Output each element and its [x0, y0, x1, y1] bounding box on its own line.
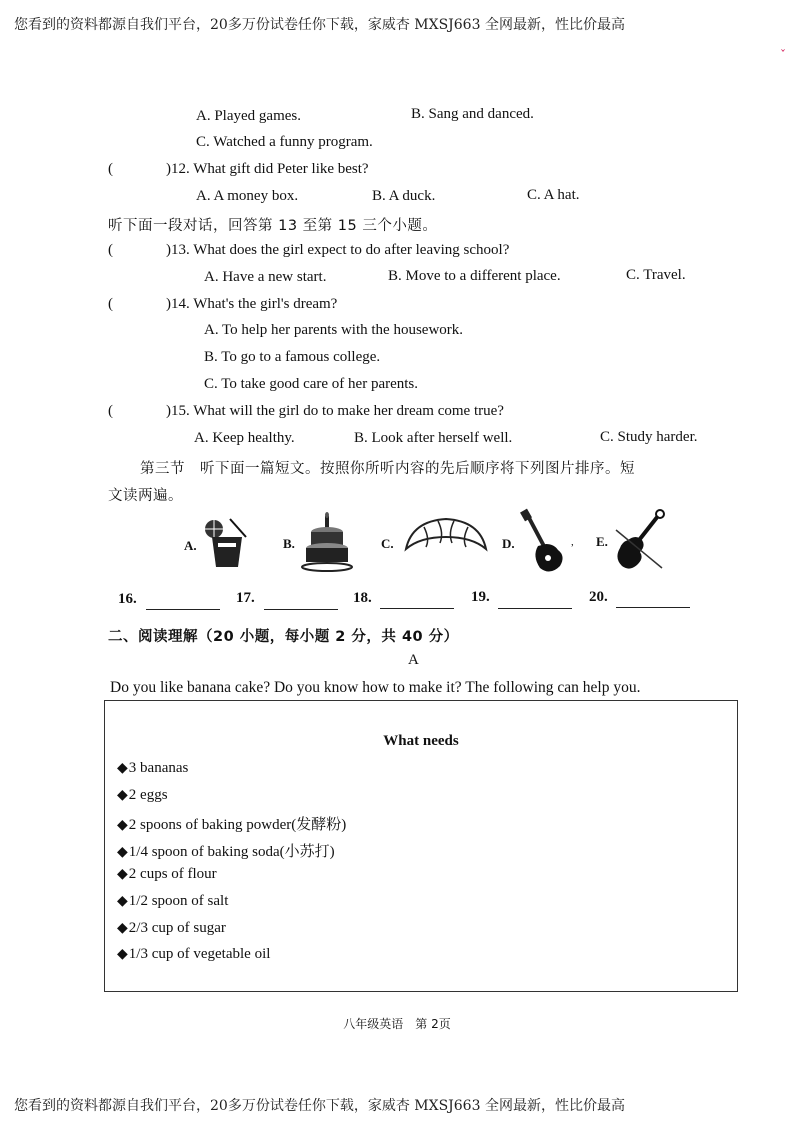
q12-option-a: A. A money box.	[196, 188, 299, 204]
ingredient-item	[117, 840, 335, 861]
ingredient-text: 1/3 cup of vegetable oil	[128, 946, 271, 962]
ingredient-text: 2 spoons of baking powder(发酵粉)	[128, 817, 347, 833]
passage-intro: Do you like banana cake? Do you know how to make it? The following can help you.	[110, 679, 641, 696]
q14-question: )14. What's the girl's dream?	[166, 296, 338, 312]
ingredient-item	[117, 760, 188, 777]
ingredient-item	[117, 787, 168, 804]
q12-option-c: C. A hat.	[527, 187, 580, 203]
q11-option-a: A. Played games.	[196, 108, 301, 124]
q13-option-c: C. Travel.	[626, 267, 686, 283]
blank-label-17: 17.	[236, 590, 255, 606]
blank-label-20: 20.	[589, 589, 608, 605]
ingredient-item	[117, 946, 270, 963]
instruction-13-15: 听下面一段对话，回答第 13 至第 15 三个小题。	[108, 218, 438, 234]
ingredient-item	[117, 893, 228, 910]
ingredients-title: What needs	[383, 733, 459, 749]
guitar-icon	[518, 508, 568, 576]
q13-option-a: A. Have a new start.	[204, 269, 327, 285]
picture-label-b: B.	[283, 536, 295, 551]
passage-letter: A	[408, 652, 419, 668]
bullet-diamond-icon: ◆	[117, 845, 128, 860]
q15-option-b: B. Look after herself well.	[354, 430, 513, 446]
part2-heading: 二、阅读理解（20 小题，每小题 2 分，共 40 分）	[108, 629, 459, 645]
answer-blank-19[interactable]	[498, 608, 572, 609]
bullet-diamond-icon: ◆	[117, 761, 128, 776]
q12-paren: (	[108, 161, 113, 177]
blank-label-19: 19.	[471, 589, 490, 605]
q15-paren: (	[108, 403, 113, 419]
q11-option-b: B. Sang and danced.	[411, 106, 534, 122]
q13-option-b: B. Move to a different place.	[388, 268, 561, 284]
q15-option-a: A. Keep healthy.	[194, 430, 295, 446]
ingredient-text: 3 bananas	[128, 760, 189, 776]
answer-blank-20[interactable]	[616, 607, 690, 608]
blank-label-16: 16.	[118, 591, 137, 607]
picture-label-e: E.	[596, 534, 608, 549]
q14-paren: (	[108, 296, 113, 312]
ingredient-text: 2/3 cup of sugar	[128, 920, 226, 936]
q11-option-c: C. Watched a funny program.	[196, 134, 373, 150]
answer-blank-18[interactable]	[380, 608, 454, 609]
section3-line2: 文读两遍。	[108, 488, 183, 504]
red-mark: ˇ	[780, 48, 786, 62]
q14-option-b: B. To go to a famous college.	[204, 349, 381, 365]
q12-question: )12. What gift did Peter like best?	[166, 161, 369, 177]
section3-line1: 第三节 听下面一篇短文。按照你所听内容的先后顺序将下列图片排序。短	[140, 461, 635, 477]
answer-blank-16[interactable]	[146, 609, 220, 610]
juice-glass-icon	[200, 515, 255, 570]
q15-option-c: C. Study harder.	[600, 429, 698, 445]
bullet-diamond-icon: ◆	[117, 947, 128, 962]
page-footer: 八年级英语 第 2页	[343, 1017, 451, 1031]
q14-option-a: A. To help her parents with the housework.	[204, 322, 464, 338]
q13-paren: (	[108, 242, 113, 258]
stray-mark: ,	[571, 536, 574, 548]
violin-icon	[610, 508, 668, 572]
ingredient-item	[117, 813, 346, 834]
q15-question: )15. What will the girl do to make her dream come true?	[166, 403, 504, 419]
blank-label-18: 18.	[353, 590, 372, 606]
ingredient-text: 1/4 spoon of baking soda(小苏打)	[128, 844, 335, 860]
ingredient-text: 2 cups of flour	[128, 866, 217, 882]
q13-question: )13. What does the girl expect to do after leaving school?	[166, 242, 510, 258]
q14-option-c: C. To take good care of her parents.	[204, 376, 419, 392]
picture-label-c: C.	[381, 536, 394, 551]
croissant-icon	[402, 515, 490, 555]
bullet-diamond-icon: ◆	[117, 921, 128, 936]
bullet-diamond-icon: ◆	[117, 818, 128, 833]
ingredient-text: 2 eggs	[128, 787, 168, 803]
q12-option-b: B. A duck.	[372, 188, 436, 204]
picture-label-d: D.	[502, 536, 515, 551]
picture-label-a: A.	[184, 538, 197, 553]
bullet-diamond-icon: ◆	[117, 894, 128, 909]
ingredients-box	[104, 700, 738, 992]
bullet-diamond-icon: ◆	[117, 788, 128, 803]
ingredient-item	[117, 866, 217, 883]
ingredient-item	[117, 920, 226, 937]
bullet-diamond-icon: ◆	[117, 867, 128, 882]
answer-blank-17[interactable]	[264, 609, 338, 610]
ingredient-text: 1/2 spoon of salt	[128, 893, 229, 909]
bottom-banner: 您看到的资料都源自我们平台，20多万份试卷任你下载，家威杏 MXSJ663 全网最新，性比价最高	[14, 1098, 625, 1114]
top-banner: 您看到的资料都源自我们平台，20多万份试卷任你下载，家威杏 MXSJ663 全网最新，性比价最高	[14, 17, 625, 33]
birthday-cake-icon	[300, 512, 355, 572]
